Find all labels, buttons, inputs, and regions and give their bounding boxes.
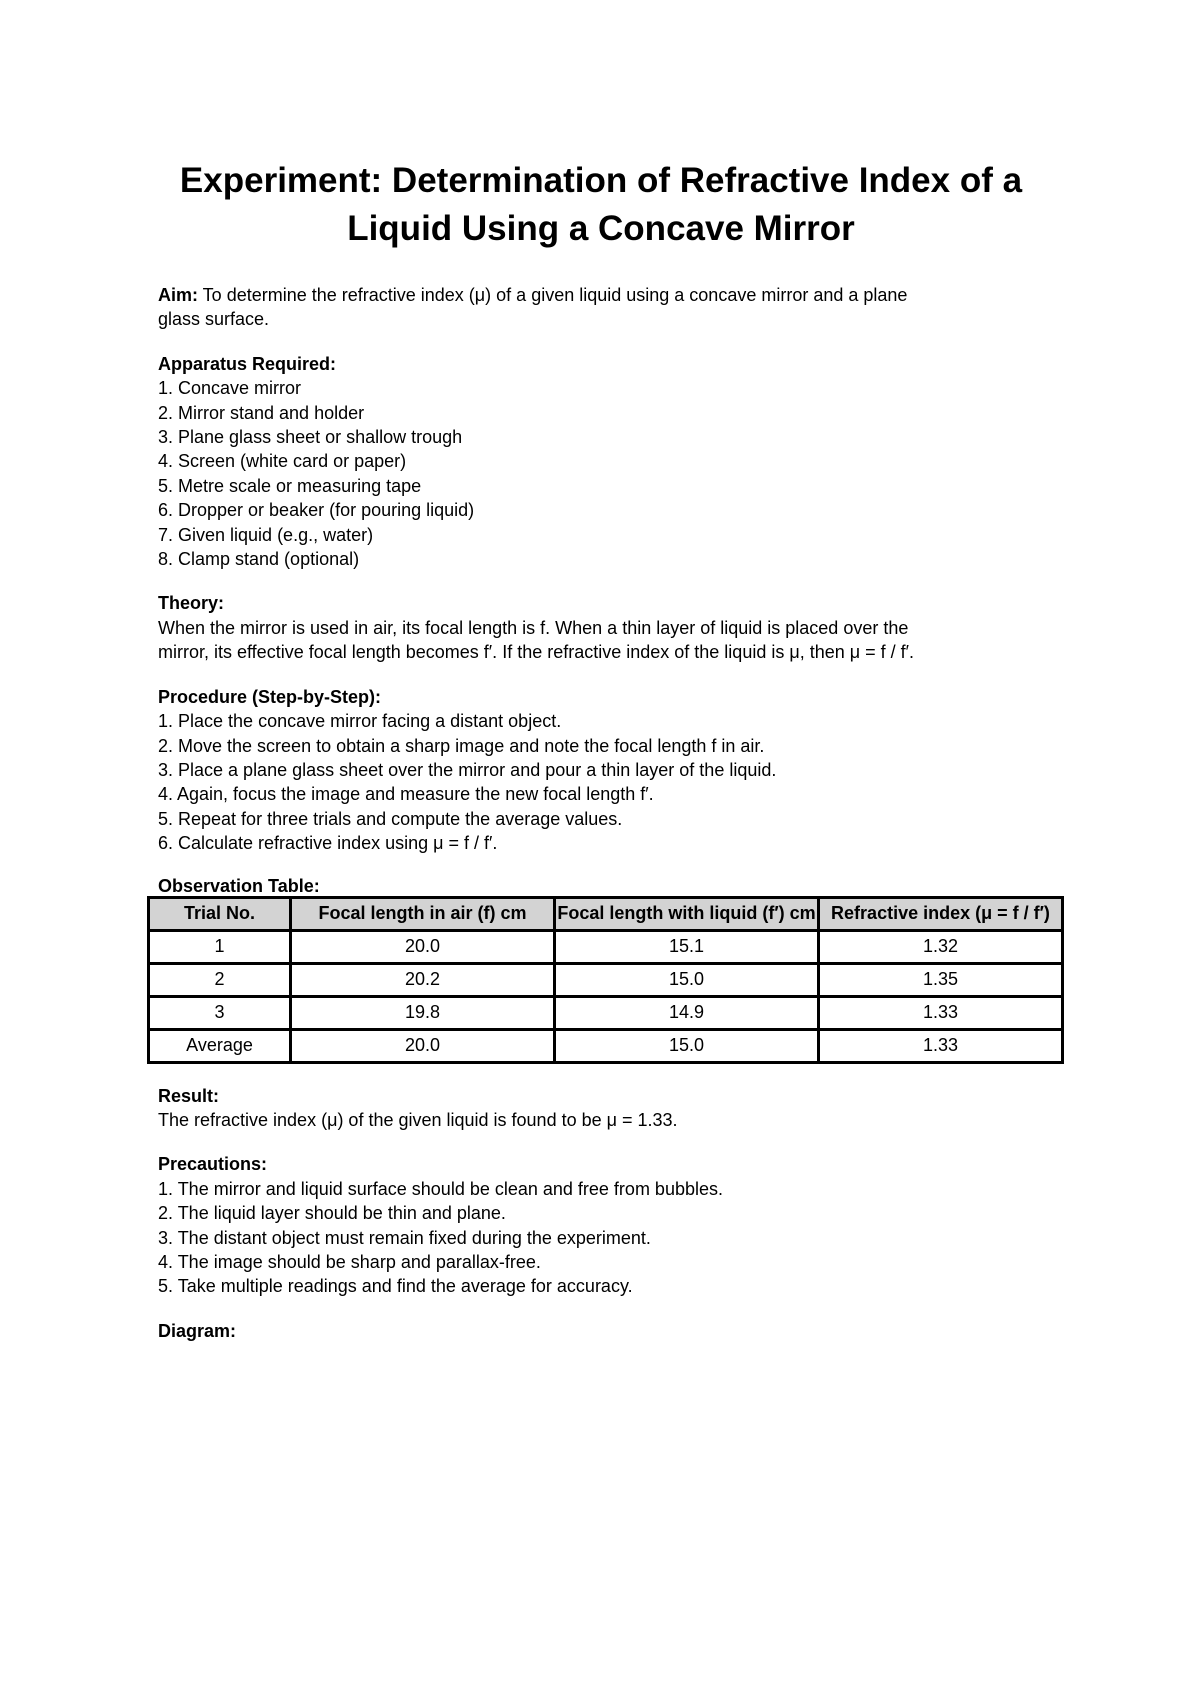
theory-text-line-2: mirror, its effective focal length becomes f′. If the refractive index of the liquid is μ, then μ = f / f′. <box>158 642 915 663</box>
precaution-item: 1. The mirror and liquid surface should be clean and free from bubbles. <box>158 1178 723 1199</box>
observation-table <box>147 896 1064 1064</box>
apparatus-label: Apparatus Required: <box>158 353 337 374</box>
table-header-cell: Focal length with liquid (f′) cm <box>555 897 819 930</box>
apparatus-item: 7. Given liquid (e.g., water) <box>158 524 374 545</box>
table-cell: 19.8 <box>291 996 555 1029</box>
precaution-item: 2. The liquid layer should be thin and plane. <box>158 1203 506 1224</box>
table-cell: 1.35 <box>819 963 1063 996</box>
table-cell: 3 <box>149 996 291 1029</box>
apparatus-item: 1. Concave mirror <box>158 378 302 399</box>
apparatus-item: 6. Dropper or beaker (for pouring liquid) <box>158 500 475 521</box>
aim-text-line-2: glass surface. <box>158 309 270 330</box>
table-cell: 1.32 <box>819 930 1063 963</box>
table-header-cell: Refractive index (μ = f / f′) <box>819 897 1063 930</box>
result-text: The refractive index (μ) of the given liquid is found to be μ = 1.33. <box>158 1109 678 1130</box>
table-cell: 20.0 <box>291 1029 555 1062</box>
table-row <box>149 930 1063 963</box>
apparatus-item: 4. Screen (white card or paper) <box>158 451 407 472</box>
precautions-label: Precautions: <box>158 1154 268 1175</box>
table-row <box>149 963 1063 996</box>
procedure-label: Procedure (Step-by-Step): <box>158 686 382 707</box>
table-cell: 2 <box>149 963 291 996</box>
apparatus-section <box>158 352 1058 572</box>
table-cell: Average <box>149 1029 291 1062</box>
precaution-item: 4. The image should be sharp and parallax-free. <box>158 1251 541 1272</box>
page-title <box>158 157 1044 253</box>
result-label: Result: <box>158 1085 220 1106</box>
precaution-item: 5. Take multiple readings and find the average for accuracy. <box>158 1276 633 1297</box>
aim-text-line-1: To determine the refractive index (μ) of a given liquid using a concave mirror and a plane <box>198 285 908 305</box>
theory-label: Theory: <box>158 593 225 614</box>
table-cell: 15.0 <box>555 1029 819 1062</box>
table-header-cell: Focal length in air (f) cm <box>291 897 555 930</box>
table-cell: 20.2 <box>291 963 555 996</box>
apparatus-item: 5. Metre scale or measuring tape <box>158 475 422 496</box>
apparatus-item: 3. Plane glass sheet or shallow trough <box>158 427 463 448</box>
diagram-section <box>158 1319 1058 1343</box>
document-body <box>158 283 1058 1343</box>
procedure-step: 5. Repeat for three trials and compute the average values. <box>158 808 623 829</box>
table-cell: 1.33 <box>819 1029 1063 1062</box>
precautions-section <box>158 1152 1058 1298</box>
title-line-2: Liquid Using a Concave Mirror <box>347 209 855 248</box>
procedure-step: 2. Move the screen to obtain a sharp image and note the focal length f in air. <box>158 735 765 756</box>
table-cell: 1 <box>149 930 291 963</box>
table-cell: 14.9 <box>555 996 819 1029</box>
observation-section <box>158 876 1058 1064</box>
procedure-step: 4. Again, focus the image and measure the new focal length f′. <box>158 784 654 805</box>
table-cell: 15.0 <box>555 963 819 996</box>
theory-text-line-1: When the mirror is used in air, its focal length is f. When a thin layer of liquid is placed over the <box>158 617 909 638</box>
aim-label: Aim: <box>158 285 198 305</box>
theory-section <box>158 591 1058 664</box>
apparatus-item: 2. Mirror stand and holder <box>158 402 365 423</box>
table-cell: 20.0 <box>291 930 555 963</box>
procedure-step: 1. Place the concave mirror facing a distant object. <box>158 711 562 732</box>
table-cell: 15.1 <box>555 930 819 963</box>
result-section <box>158 1084 1058 1133</box>
observation-label: Observation Table: <box>158 875 320 896</box>
procedure-step: 3. Place a plane glass sheet over the mirror and pour a thin layer of the liquid. <box>158 759 777 780</box>
precaution-item: 3. The distant object must remain fixed during the experiment. <box>158 1227 651 1248</box>
aim-section <box>158 283 1058 332</box>
table-header-cell: Trial No. <box>149 897 291 930</box>
title-line-1: Experiment: Determination of Refractive Index of a <box>179 161 1023 200</box>
diagram-label: Diagram: <box>158 1320 237 1341</box>
table-cell: 1.33 <box>819 996 1063 1029</box>
table-row <box>149 996 1063 1029</box>
procedure-step: 6. Calculate refractive index using μ = f / f′. <box>158 833 498 854</box>
table-row-average <box>149 1029 1063 1062</box>
apparatus-item: 8. Clamp stand (optional) <box>158 549 360 570</box>
table-header-row <box>149 897 1063 930</box>
procedure-section <box>158 685 1058 856</box>
